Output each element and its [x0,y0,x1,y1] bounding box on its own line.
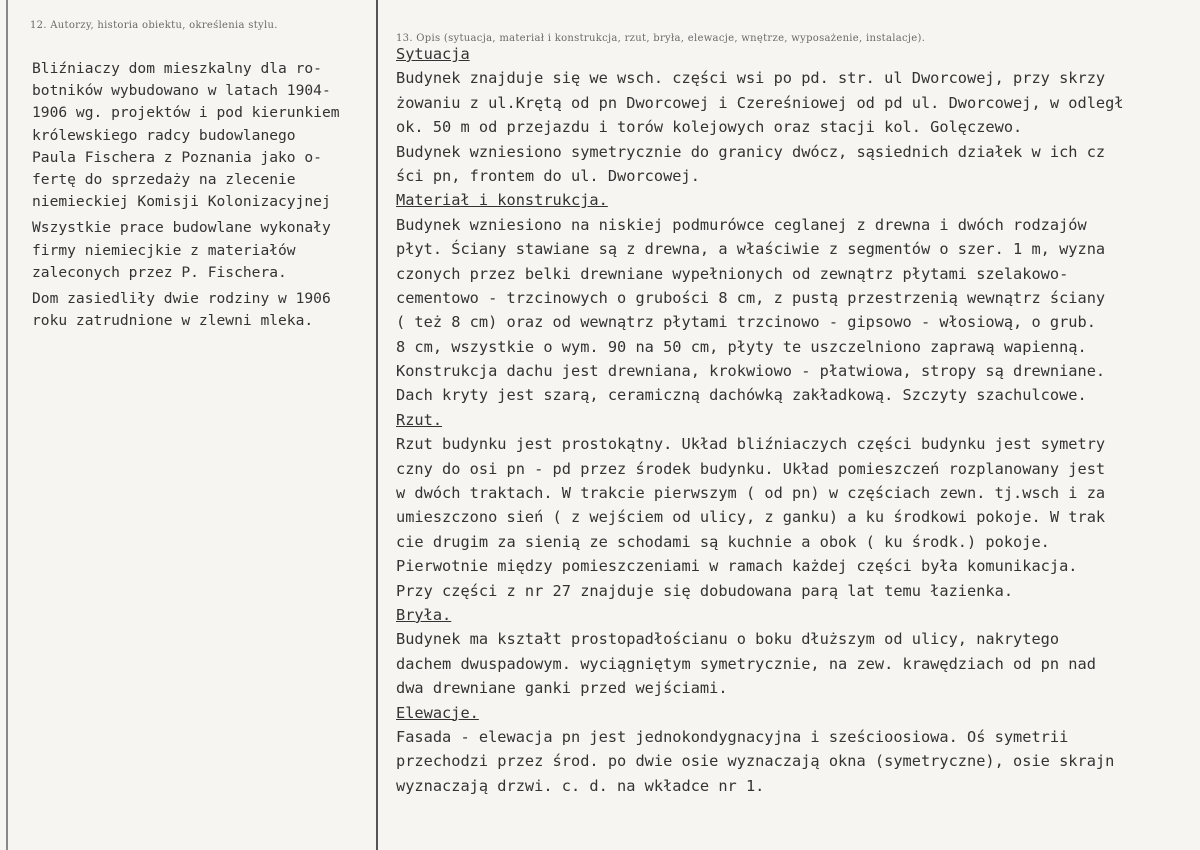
section-heading: Sytuacja [396,45,470,63]
history-paragraph: Bliźniaczy dom mieszkalny dla ro- botników wybudowano w latach 1904- 1906 wg. projektów i pod kierunkiem królewskiego radcy budowlanego Paula Fischera z Poznania jako o- fertę do sprzedaży na zlecenie niemieckiej Komisji Kolonizacyjnej [32,60,340,211]
column-divider [376,0,378,850]
text-line: żowaniu z ul.Krętą od pn Dworcowej i Czereśniowej od pd ul. Dworcowej, w odległ [396,93,1124,112]
section-heading: Elewacje. [396,703,479,722]
text-line: dwa drewniane ganki przed wejściami. [396,679,728,698]
text-line: czonych przez belki drewniane wypełnionych od zewnątrz płytami szelakowo- [396,264,1069,283]
section-heading: Materiał i konstrukcja. [396,191,608,210]
text-line: 8 cm, wszystkie o wym. 90 na 50 cm, płyty te uszczelniono zaprawą wapienną. [396,337,1087,356]
text-line: umieszczono sień ( z wejściem od ulicy, z ganku) a ku środkowi pokoje. W trak [396,508,1106,527]
description-section [396,42,1200,798]
text-line: Konstrukcja dachu jest drewniana, krokwiowo - płatwiowa, stropy są drewniane. [396,362,1106,381]
text-line: ( też 8 cm) oraz od wewnątrz płytami trzcinowo - gipsowo - włosiową, o grub. [396,313,1096,332]
text-line: Przy części z nr 27 znajduje się dobudowana parą lat temu łazienka. [396,581,1014,600]
section-heading: Bryła. [396,605,452,624]
section-heading: Rzut. [396,410,443,429]
text-line: ok. 50 m od przejazdu i torów kolejowych oraz stacji kol. Golęczewo. [396,118,1023,137]
text-line: w dwóch traktach. W trakcie pierwszym ( od pn) w częściach zewn. tj.wsch i za [396,484,1106,503]
history-paragraph: Wszystkie prace budowlane wykonały firmy niemiecjkie z materiałów zaleconych przez P. Fischera. [32,219,331,281]
left-margin-line [6,0,8,850]
history-paragraph: Dom zasiedliły dwie rodziny w 1906 roku zatrudnione w zlewni mleka. [32,290,331,330]
text-line: Fasada - elewacja pn jest jednokondygnacyjna i sześcioosiowa. Oś symetrii [396,727,1069,746]
text-line: cie drugim za sienią ze schodami są kuchnie a obok ( ku środk.) pokoje. [396,532,1050,551]
text-line: Pierwotnie między pomieszczeniami w ramach każdej części była komunikacja. [396,557,1078,576]
text-line: Dach kryty jest szarą, ceramiczną dachówką zakładkową. Szczyty szachulcowe. [396,386,1087,405]
left-column-header: 12. Autorzy, historia obiektu, określenia stylu. [30,20,278,31]
text-line: dachem dwuspadowym. wyciągniętym symetrycznie, na zew. krawędziach od pn nad [396,654,1096,673]
text-line: ści pn, frontem do ul. Dworcowej. [396,166,700,185]
text-line: Budynek ma kształt prostopadłościanu o boku dłuższym od ulicy, nakrytego [396,630,1060,649]
text-line: czny do osi pn - pd przez środek budynku. Układ pomieszczeń rozplanowany jest [396,459,1106,478]
text-line: Budynek znajduje się we wsch. części wsi po pd. str. ul Dworcowej, przy skrzy [396,69,1106,88]
right-column-header: 13. Opis (sytuacja, materiał i konstrukcja, rzut, bryła, elewacje, wnętrze, wyposażenie, instalacje). [396,33,926,44]
text-line: przechodzi przez środ. po dwie osie wyznaczają okna (symetryczne), osie skrajn [396,752,1115,771]
text-line: Budynek wzniesiono symetrycznie do granicy dwócz, sąsiednich działek w ich cz [396,142,1106,161]
text-line: Rzut budynku jest prostokątny. Układ bliźniaczych części budynku jest symetry [396,435,1106,454]
text-line: płyt. Ściany stawiane są z drewna, a właściwie z segmentów o szer. 1 m, wyzna [396,240,1106,259]
text-line: Budynek wzniesiono na niskiej podmurówce ceglanej z drewna i dwóch rodzajów [396,215,1087,234]
text-line: cementowo - trzcinowych o grubości 8 cm, z pustą przestrzenią wewnątrz ściany [396,288,1106,307]
history-section [32,58,374,336]
text-line: wyznaczają drzwi. c. d. na wkładce nr 1. [396,776,765,795]
